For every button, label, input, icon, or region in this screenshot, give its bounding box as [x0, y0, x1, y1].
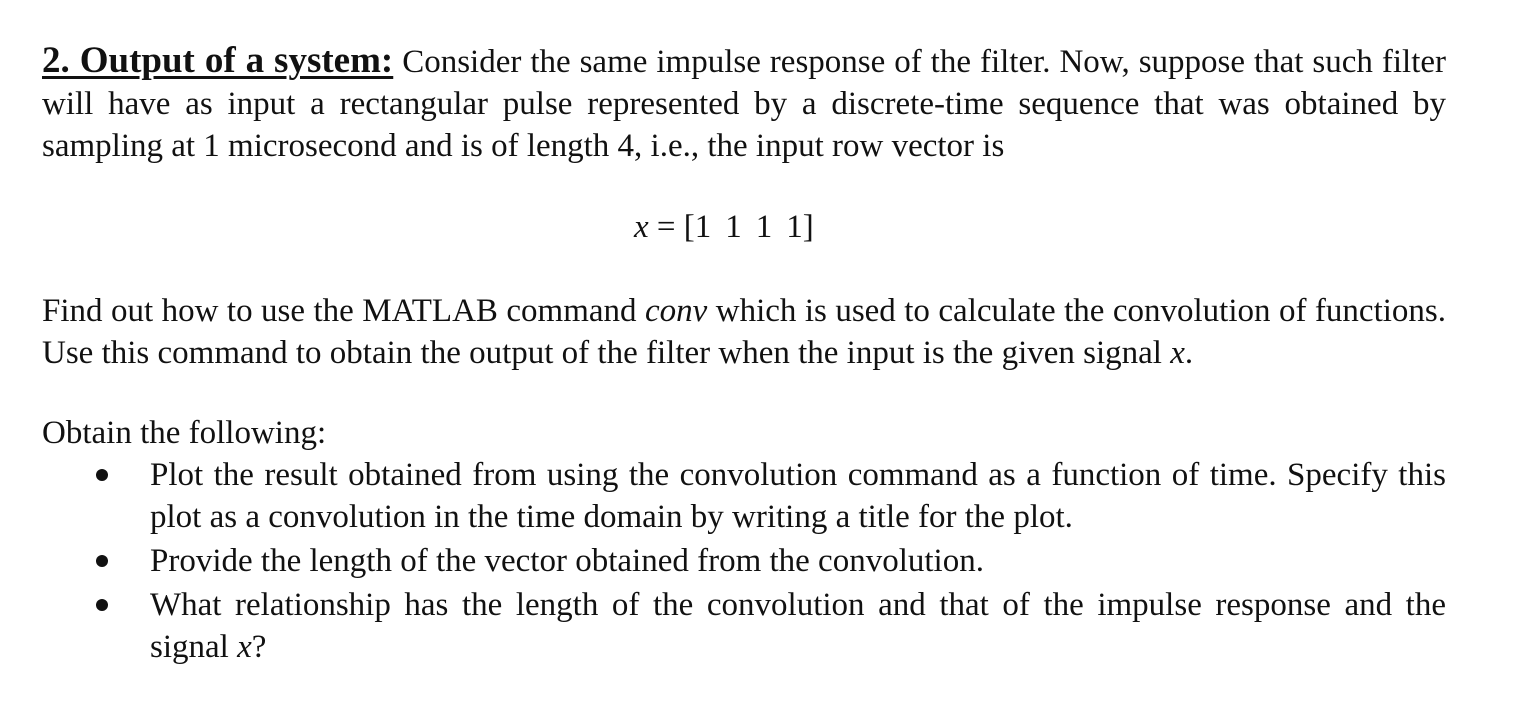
conv-command: conv — [644, 293, 708, 329]
bullet-icon — [96, 555, 108, 567]
list-item-text-end: ? — [251, 629, 267, 665]
bullet-icon — [96, 469, 108, 481]
conv-signal: x — [1170, 335, 1185, 371]
equation-close-bracket: ] — [802, 209, 814, 245]
vector-element: 1 — [786, 209, 803, 245]
list-item-text: Plot the result obtained from using the convolution command as a function of time. Specify this plot as a convolution in the time domain by writing a title for the plot. — [150, 457, 1446, 535]
list-item — [42, 454, 1446, 538]
conv-paragraph-after: which is used to calculate the convolution of functions. Use this command to obtain the output of the filter when the input is the given signal — [42, 293, 1446, 371]
bullet-icon — [96, 599, 108, 611]
problem-intro-text: Consider the same impulse response of the filter. Now, suppose that such filter will have as input a rectangular pulse represented by a discrete-time sequence that was obtained by sampling at 1 microsecond and is of length 4, i.e., the input row vector is — [42, 44, 1446, 164]
vector-element: 1 — [755, 209, 773, 245]
list-item-signal: x — [237, 629, 252, 665]
conv-paragraph-before: Find out how to use the MATLAB command — [42, 293, 645, 329]
list-item-text — [150, 587, 1446, 665]
problem-heading: 2. Output of a system: — [42, 40, 394, 81]
vector-element: 1 — [694, 209, 712, 245]
obtain-heading: Obtain the following: — [42, 415, 327, 451]
list-item-text-before: What relationship has the length of the convolution and that of the impulse response and the signal — [150, 587, 1446, 665]
equation-equals: = [ — [648, 209, 695, 245]
problem-paragraph — [42, 40, 1446, 167]
conv-paragraph — [42, 290, 1446, 374]
document-page — [42, 40, 1446, 665]
conv-paragraph-end: . — [1184, 335, 1194, 371]
equation-variable: x — [634, 209, 649, 245]
input-vector-equation — [634, 206, 814, 248]
list-item-text: Provide the length of the vector obtained from the convolution. — [150, 543, 984, 579]
task-list — [42, 454, 1446, 670]
vector-element: 1 — [725, 209, 742, 245]
list-item — [42, 540, 1446, 582]
list-item — [42, 584, 1446, 668]
